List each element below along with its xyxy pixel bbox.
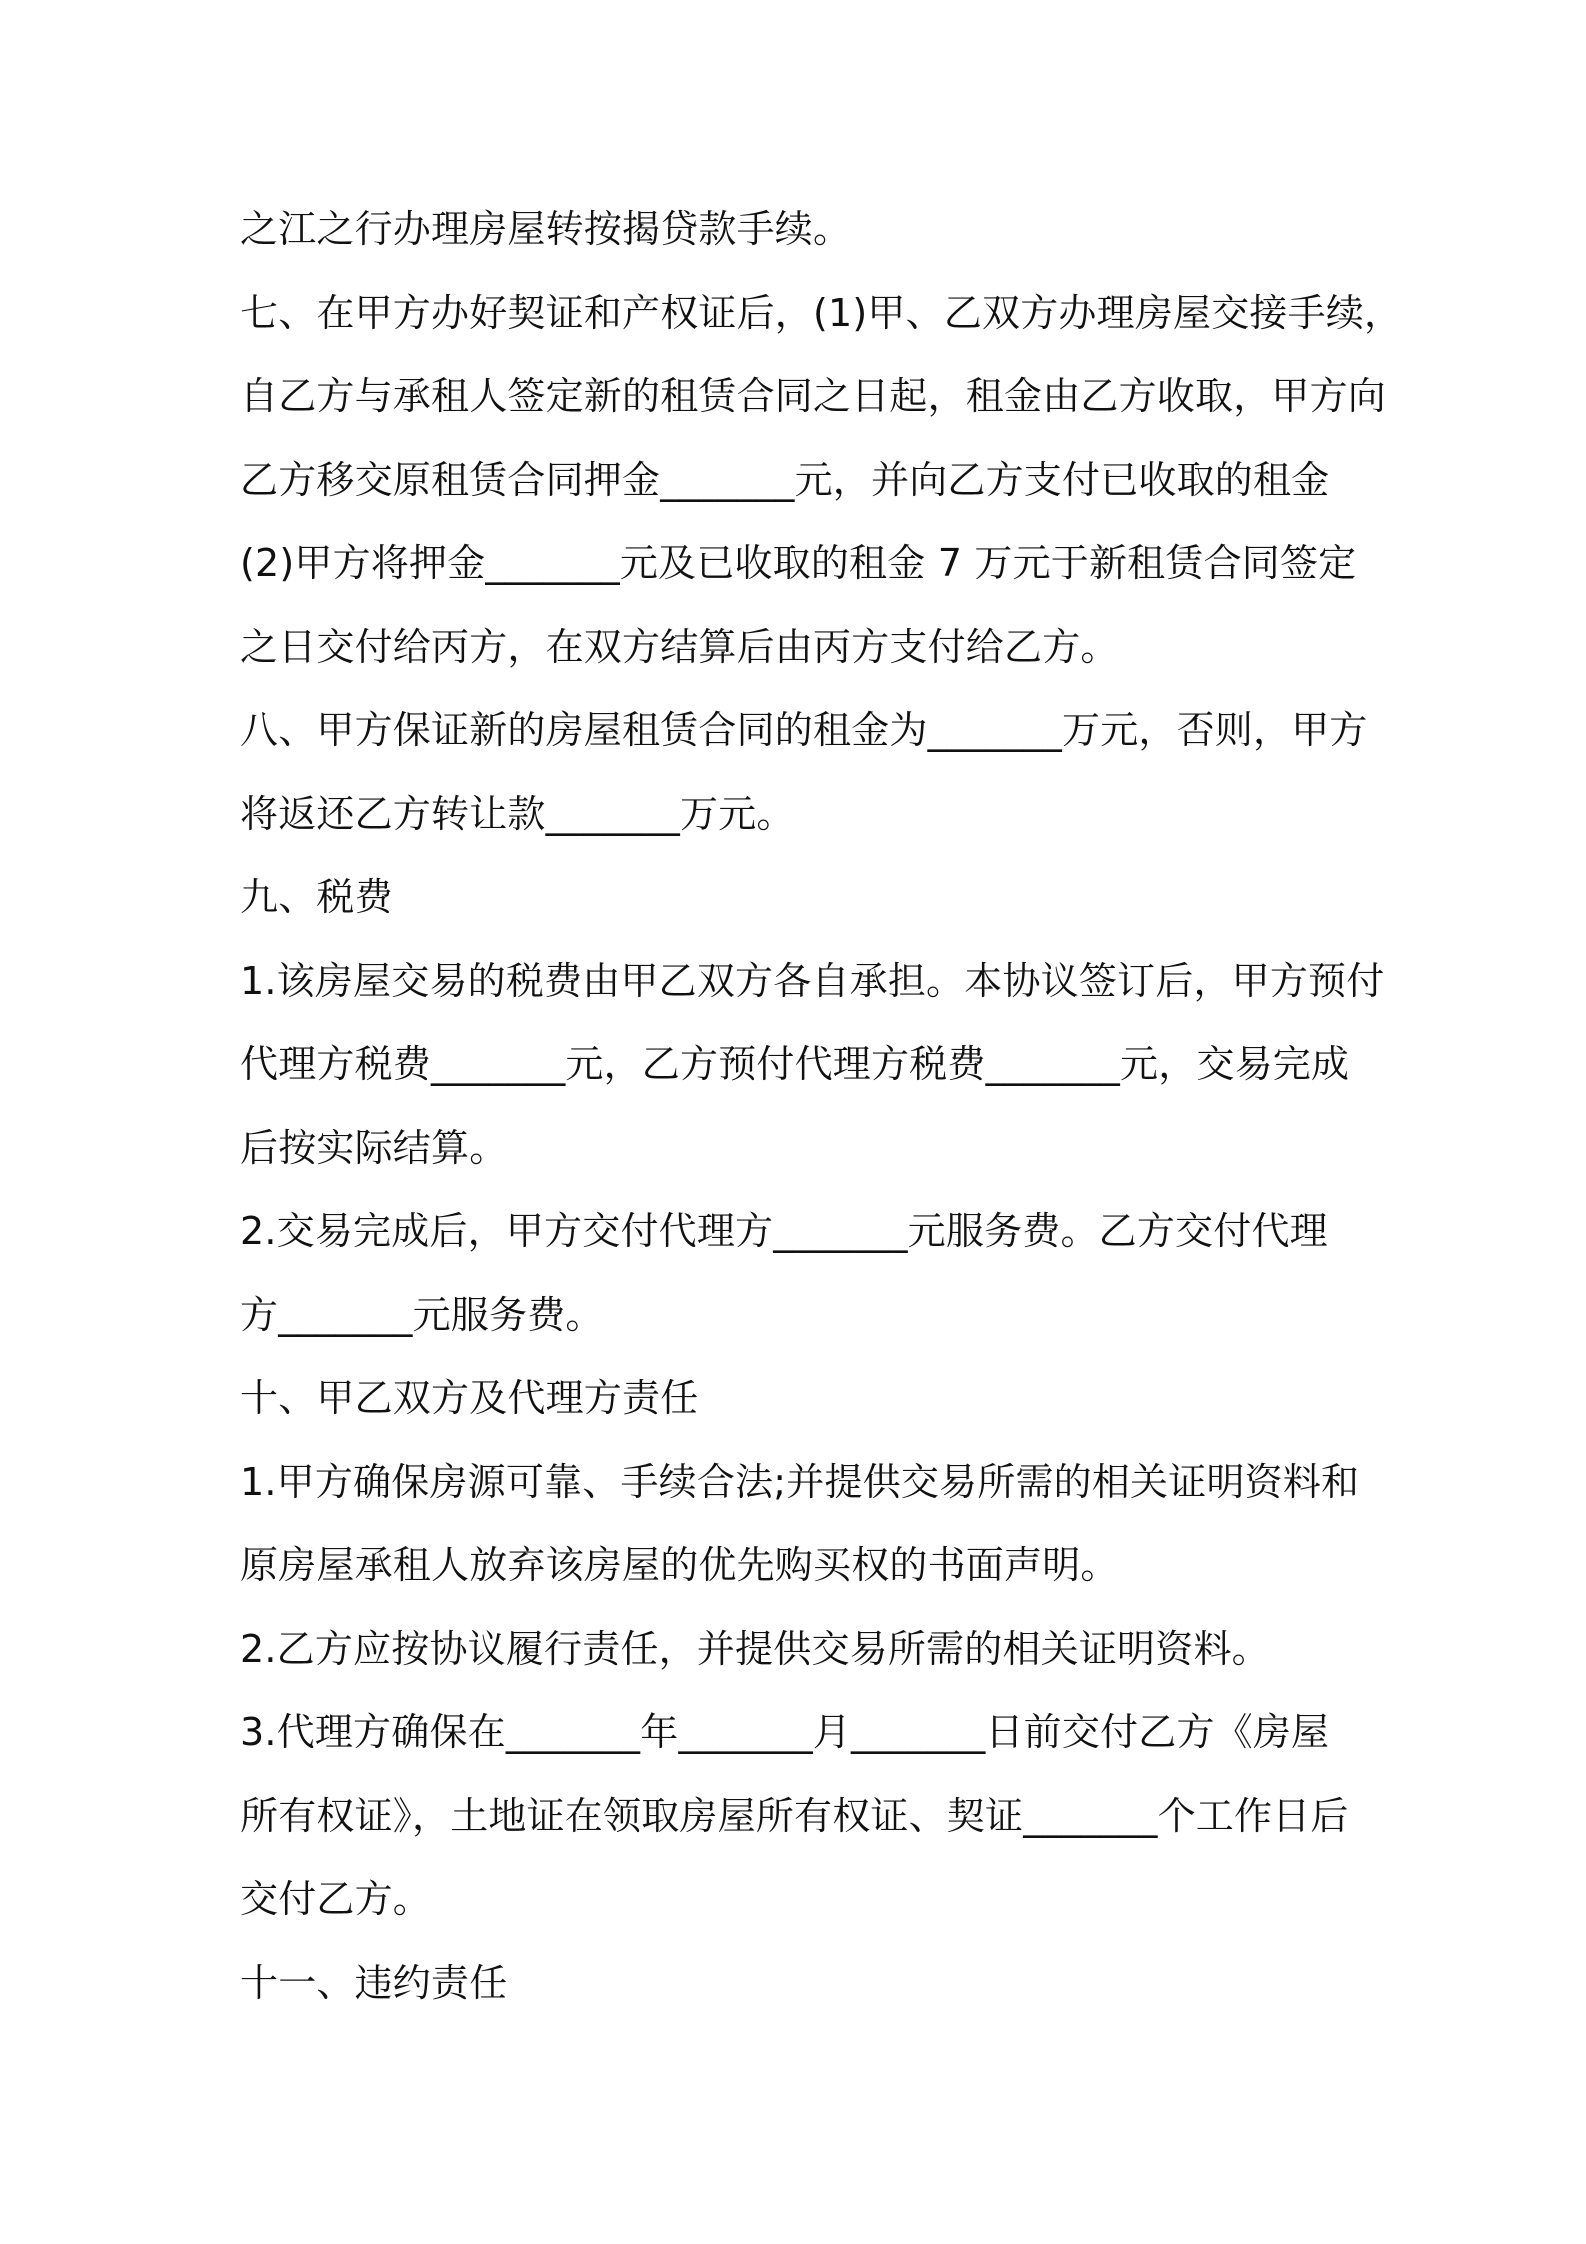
section-heading-responsibilities: 十、甲乙双方及代理方责任 [240, 1376, 699, 1420]
responsibility-item-2: 2.乙方应按协议履行责任，并提供交易所需的相关证明资料。 [240, 1626, 1270, 1671]
tax-item-1-line-2: 代理方税费_______元，乙方预付代理方税费_______元，交易完成 [240, 1042, 1350, 1086]
responsibility-item-3-line-2: 所有权证》，土地证在领取房屋所有权证、契证_______个工作日后 [240, 1793, 1349, 1838]
section-heading-breach-liability: 十一、违约责任 [240, 1960, 508, 2005]
tax-item-2-line-2: 方_______元服务费。 [240, 1292, 604, 1337]
tax-item-1-line-1: 1.该房屋交易的税费由甲乙双方各自承担。本协议签订后，甲方预付 [240, 958, 1385, 1003]
tax-item-2-line-1: 2.交易完成后，甲方交付代理方_______元服务费。乙方交付代理 [240, 1209, 1328, 1253]
document-body [240, 188, 1403, 2025]
clause-7-line-2: 自乙方与承租人签定新的租赁合同之日起，租金由乙方收取，甲方向 [240, 374, 1387, 418]
clause-7-line-1: 七、在甲方办好契证和产权证后，(1)甲、乙双方办理房屋交接手续， [240, 290, 1403, 335]
responsibility-item-1-line-1: 1.甲方确保房源可靠、手续合法;并提供交易所需的相关证明资料和 [240, 1459, 1360, 1504]
clause-7-line-3: 乙方移交原租赁合同押金_______元，并向乙方支付已收取的租金 [240, 457, 1330, 502]
responsibility-item-3-line-3: 交付乙方。 [240, 1877, 432, 1921]
clause-7-line-4: (2)甲方将押金_______元及已收取的租金 7 万元于新租赁合同签定 [240, 541, 1357, 585]
clause-8-line-2: 将返还乙方转让款_______万元。 [240, 791, 795, 836]
clause-7-line-5: 之日交付给丙方，在双方结算后由丙方支付给乙方。 [240, 624, 1119, 669]
tax-item-1-line-3: 后按实际结算。 [240, 1125, 508, 1170]
section-heading-taxes: 九、税费 [240, 875, 393, 919]
responsibility-item-1-line-2: 原房屋承租人放弃该房屋的优先购买权的书面声明。 [240, 1543, 1119, 1587]
responsibility-item-3-line-1: 3.代理方确保在_______年_______月_______日前交付乙方《房屋 [240, 1710, 1330, 1754]
clause-8-line-1: 八、甲方保证新的房屋租赁合同的租金为_______万元，否则，甲方 [240, 708, 1368, 752]
text-line-continuation: 之江之行办理房屋转按揭贷款手续。 [240, 207, 852, 251]
